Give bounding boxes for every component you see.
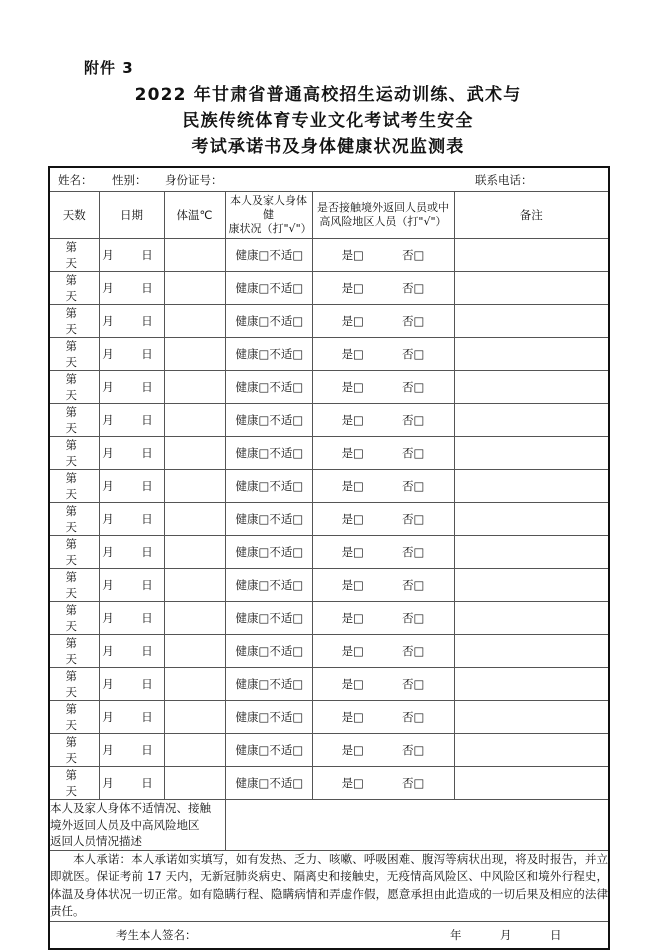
table-row [49, 701, 609, 734]
cell-days[interactable]: 第 天 [49, 701, 99, 734]
checkbox-health-ok[interactable]: 健康□ [235, 446, 270, 460]
checkbox-contact-no[interactable]: 否□ [402, 644, 425, 658]
cell-days[interactable]: 第 天 [49, 272, 99, 305]
checkbox-contact-yes[interactable]: 是□ [341, 413, 364, 427]
cell-remark[interactable] [454, 338, 609, 371]
checkbox-contact-no[interactable]: 否□ [402, 743, 425, 757]
checkbox-contact-no[interactable]: 否□ [402, 479, 425, 493]
cell-temperature[interactable] [164, 701, 225, 734]
cell-health-status [225, 338, 312, 371]
checkbox-contact-yes[interactable]: 是□ [341, 512, 364, 526]
checkbox-health-ok[interactable]: 健康□ [235, 578, 270, 592]
table-row [49, 503, 609, 536]
title-line-3: 考试承诺书及身体健康状况监测表 [191, 137, 465, 157]
signature-row [49, 921, 609, 949]
description-row [49, 800, 609, 851]
cell-contact-risk [312, 701, 454, 734]
cell-remark[interactable] [454, 305, 609, 338]
checkbox-health-unwell[interactable]: 不适□ [269, 446, 304, 460]
cell-contact-risk [312, 272, 454, 305]
cell-remark[interactable] [454, 437, 609, 470]
checkbox-contact-no[interactable]: 否□ [402, 512, 425, 526]
commitment-row [49, 850, 609, 921]
checkbox-contact-no[interactable]: 否□ [402, 413, 425, 427]
cell-contact-risk [312, 404, 454, 437]
table-row [49, 305, 609, 338]
checkbox-contact-no[interactable]: 否□ [402, 578, 425, 592]
cell-contact-risk [312, 239, 454, 272]
cell-date[interactable]: 月 日 [99, 371, 164, 404]
checkbox-contact-no[interactable]: 否□ [402, 710, 425, 724]
description-label-line2: 境外返回人员及中高风险地区 [50, 817, 200, 832]
cell-date[interactable]: 月 日 [99, 569, 164, 602]
cell-date[interactable]: 月 日 [99, 503, 164, 536]
cell-temperature[interactable] [164, 602, 225, 635]
checkbox-health-ok[interactable]: 健康□ [235, 611, 270, 625]
checkbox-contact-no[interactable]: 否□ [402, 248, 425, 262]
header-contact-risk [312, 192, 454, 239]
cell-date[interactable]: 月 日 [99, 272, 164, 305]
cell-date[interactable]: 月 日 [99, 602, 164, 635]
checkbox-health-ok[interactable]: 健康□ [235, 710, 270, 724]
checkbox-health-ok[interactable]: 健康□ [235, 347, 270, 361]
cell-days[interactable]: 第 天 [49, 767, 99, 800]
cell-contact-risk [312, 437, 454, 470]
cell-contact-risk [312, 470, 454, 503]
table-body [49, 167, 609, 949]
cell-days[interactable]: 第 天 [49, 239, 99, 272]
header-contact-risk-line1: 是否接触境外返回人员或中 [317, 201, 449, 214]
checkbox-contact-no[interactable]: 否□ [402, 677, 425, 691]
checkbox-health-unwell[interactable]: 不适□ [269, 347, 304, 361]
table-row [49, 272, 609, 305]
checkbox-health-unwell[interactable]: 不适□ [269, 578, 304, 592]
cell-days[interactable]: 第 天 [49, 635, 99, 668]
cell-days[interactable]: 第 天 [49, 305, 99, 338]
cell-temperature[interactable] [164, 470, 225, 503]
checkbox-contact-yes[interactable]: 是□ [341, 776, 364, 790]
title-line-2: 民族传统体育专业文化考试考生安全 [182, 111, 474, 131]
cell-contact-risk [312, 305, 454, 338]
cell-contact-risk [312, 536, 454, 569]
cell-date[interactable]: 月 日 [99, 437, 164, 470]
cell-temperature[interactable] [164, 305, 225, 338]
table-row [49, 767, 609, 800]
cell-remark[interactable] [454, 635, 609, 668]
checkbox-health-ok[interactable]: 健康□ [235, 644, 270, 658]
checkbox-health-ok[interactable]: 健康□ [235, 743, 270, 757]
table-row [49, 602, 609, 635]
cell-temperature[interactable] [164, 239, 225, 272]
checkbox-contact-yes[interactable]: 是□ [341, 743, 364, 757]
cell-date[interactable]: 月 日 [99, 635, 164, 668]
cell-health-status [225, 470, 312, 503]
checkbox-health-unwell[interactable]: 不适□ [269, 479, 304, 493]
checkbox-health-ok[interactable]: 健康□ [235, 314, 270, 328]
description-label-line3: 返回人员情况描述 [50, 834, 142, 848]
cell-days[interactable]: 第 天 [49, 404, 99, 437]
description-label [49, 800, 225, 851]
cell-health-status [225, 503, 312, 536]
cell-days[interactable]: 第 天 [49, 536, 99, 569]
cell-remark[interactable] [454, 503, 609, 536]
checkbox-contact-yes[interactable]: 是□ [341, 347, 364, 361]
header-health-status-line1: 本人及家人身体健 [230, 194, 307, 221]
signature-month-label: 月 [500, 927, 512, 942]
table-row [49, 569, 609, 602]
cell-health-status [225, 767, 312, 800]
checkbox-contact-yes[interactable]: 是□ [341, 611, 364, 625]
id-number-label: 身份证号： [165, 172, 223, 187]
checkbox-health-unwell[interactable]: 不适□ [269, 677, 304, 691]
checkbox-contact-no[interactable]: 否□ [402, 347, 425, 361]
cell-contact-risk [312, 668, 454, 701]
cell-remark[interactable] [454, 602, 609, 635]
checkbox-health-unwell[interactable]: 不适□ [269, 380, 304, 394]
checkbox-contact-yes[interactable]: 是□ [341, 677, 364, 691]
cell-health-status [225, 668, 312, 701]
checkbox-health-unwell[interactable]: 不适□ [269, 413, 304, 427]
checkbox-health-unwell[interactable]: 不适□ [269, 545, 304, 559]
cell-temperature[interactable] [164, 668, 225, 701]
cell-temperature[interactable] [164, 767, 225, 800]
header-days: 天数 [49, 192, 99, 239]
cell-date[interactable]: 月 日 [99, 734, 164, 767]
health-monitoring-table [48, 166, 610, 950]
checkbox-health-ok[interactable]: 健康□ [235, 281, 270, 295]
header-health-status-line2: 康状况（打"√"） [228, 222, 312, 235]
cell-remark[interactable] [454, 536, 609, 569]
checkbox-health-ok[interactable]: 健康□ [235, 776, 270, 790]
cell-remark[interactable] [454, 668, 609, 701]
checkbox-contact-yes[interactable]: 是□ [341, 545, 364, 559]
checkbox-contact-yes[interactable]: 是□ [341, 644, 364, 658]
cell-health-status [225, 635, 312, 668]
cell-health-status [225, 701, 312, 734]
description-input[interactable] [225, 800, 609, 851]
checkbox-contact-no[interactable]: 否□ [402, 281, 425, 295]
cell-contact-risk [312, 503, 454, 536]
cell-contact-risk [312, 635, 454, 668]
table-row [49, 536, 609, 569]
checkbox-health-ok[interactable]: 健康□ [235, 677, 270, 691]
checkbox-contact-yes[interactable]: 是□ [341, 314, 364, 328]
cell-temperature[interactable] [164, 734, 225, 767]
cell-remark[interactable] [454, 239, 609, 272]
signature-year-label: 年 [450, 927, 462, 942]
cell-days[interactable]: 第 天 [49, 371, 99, 404]
cell-temperature[interactable] [164, 536, 225, 569]
commitment-text: 本人承诺：本人承诺如实填写，如有发热、乏力、咳嗽、呼吸困难、腹泻等病状出现，将及时报告，并立即就医。保证考前 17 天内，无新冠肺炎病史、隔离史和接触史，无疫情高风险区、中风险区和境外行程史，体温及身体状况一切正常。如有隐瞒行程、隐瞒病情和弄虚作假，愿意承担由此造成的一切后果及相应的法律责任。 [50, 851, 609, 918]
cell-contact-risk [312, 602, 454, 635]
name-label: 姓名： [58, 172, 93, 187]
cell-health-status [225, 239, 312, 272]
cell-date[interactable]: 月 日 [99, 338, 164, 371]
checkbox-contact-yes[interactable]: 是□ [341, 710, 364, 724]
header-health-status [225, 192, 312, 239]
cell-contact-risk [312, 734, 454, 767]
table-row [49, 404, 609, 437]
cell-health-status [225, 569, 312, 602]
cell-temperature[interactable] [164, 272, 225, 305]
cell-health-status [225, 404, 312, 437]
cell-contact-risk [312, 767, 454, 800]
checkbox-health-unwell[interactable]: 不适□ [269, 611, 304, 625]
header-date: 日期 [99, 192, 164, 239]
checkbox-contact-no[interactable]: 否□ [402, 776, 425, 790]
checkbox-health-ok[interactable]: 健康□ [235, 479, 270, 493]
cell-temperature[interactable] [164, 635, 225, 668]
checkbox-contact-yes[interactable]: 是□ [341, 446, 364, 460]
header-temperature: 体温℃ [164, 192, 225, 239]
checkbox-health-unwell[interactable]: 不适□ [269, 512, 304, 526]
cell-days[interactable]: 第 天 [49, 470, 99, 503]
checkbox-contact-yes[interactable]: 是□ [341, 578, 364, 592]
cell-temperature[interactable] [164, 503, 225, 536]
checkbox-contact-yes[interactable]: 是□ [341, 479, 364, 493]
table-row [49, 338, 609, 371]
cell-remark[interactable] [454, 569, 609, 602]
cell-date[interactable]: 月 日 [99, 239, 164, 272]
checkbox-health-unwell[interactable]: 不适□ [269, 710, 304, 724]
checkbox-health-unwell[interactable]: 不适□ [269, 776, 304, 790]
checkbox-health-ok[interactable]: 健康□ [235, 512, 270, 526]
cell-days[interactable]: 第 天 [49, 602, 99, 635]
cell-health-status [225, 734, 312, 767]
checkbox-health-ok[interactable]: 健康□ [235, 545, 270, 559]
cell-days[interactable]: 第 天 [49, 338, 99, 371]
cell-temperature[interactable] [164, 437, 225, 470]
page-title [48, 82, 608, 160]
checkbox-health-ok[interactable]: 健康□ [235, 413, 270, 427]
cell-temperature[interactable] [164, 338, 225, 371]
checkbox-health-unwell[interactable]: 不适□ [269, 314, 304, 328]
checkbox-contact-no[interactable]: 否□ [402, 545, 425, 559]
signature-label: 考生本人签名： [116, 927, 197, 942]
cell-date[interactable]: 月 日 [99, 701, 164, 734]
checkbox-contact-no[interactable]: 否□ [402, 314, 425, 328]
cell-health-status [225, 371, 312, 404]
checkbox-health-unwell[interactable]: 不适□ [269, 743, 304, 757]
checkbox-contact-no[interactable]: 否□ [402, 446, 425, 460]
table-row [49, 371, 609, 404]
table-row [49, 635, 609, 668]
table-row [49, 239, 609, 272]
cell-contact-risk [312, 371, 454, 404]
table-row [49, 437, 609, 470]
attachment-label: 附件 3 [84, 59, 134, 77]
cell-remark[interactable] [454, 404, 609, 437]
cell-health-status [225, 602, 312, 635]
cell-remark[interactable] [454, 470, 609, 503]
cell-contact-risk [312, 338, 454, 371]
cell-remark[interactable] [454, 371, 609, 404]
checkbox-health-unwell[interactable]: 不适□ [269, 644, 304, 658]
checkbox-contact-yes[interactable]: 是□ [341, 248, 364, 262]
cell-temperature[interactable] [164, 371, 225, 404]
cell-health-status [225, 305, 312, 338]
cell-temperature[interactable] [164, 404, 225, 437]
cell-date[interactable]: 月 日 [99, 305, 164, 338]
checkbox-contact-yes[interactable]: 是□ [341, 380, 364, 394]
signature-cell [49, 921, 609, 949]
cell-remark[interactable] [454, 734, 609, 767]
header-contact-risk-line2: 高风险地区人员（打"√"） [319, 215, 447, 228]
identity-cell [49, 167, 609, 192]
checkbox-contact-no[interactable]: 否□ [402, 611, 425, 625]
checkbox-health-unwell[interactable]: 不适□ [269, 281, 304, 295]
cell-date[interactable]: 月 日 [99, 470, 164, 503]
header-remark: 备注 [454, 192, 609, 239]
checkbox-health-ok[interactable]: 健康□ [235, 380, 270, 394]
checkbox-contact-yes[interactable]: 是□ [341, 281, 364, 295]
checkbox-contact-no[interactable]: 否□ [402, 380, 425, 394]
cell-days[interactable]: 第 天 [49, 569, 99, 602]
checkbox-health-unwell[interactable]: 不适□ [269, 248, 304, 262]
cell-remark[interactable] [454, 701, 609, 734]
table-row [49, 470, 609, 503]
cell-date[interactable]: 月 日 [99, 767, 164, 800]
cell-days[interactable]: 第 天 [49, 437, 99, 470]
column-header-row [49, 192, 609, 239]
signature-day-label: 日 [550, 927, 562, 942]
phone-label: 联系电话： [475, 172, 533, 187]
title-line-1: 2022 年甘肃省普通高校招生运动训练、武术与 [134, 85, 522, 105]
cell-date[interactable]: 月 日 [99, 404, 164, 437]
cell-date[interactable]: 月 日 [99, 668, 164, 701]
cell-health-status [225, 536, 312, 569]
table-row [49, 734, 609, 767]
table-row [49, 668, 609, 701]
cell-temperature[interactable] [164, 569, 225, 602]
checkbox-health-ok[interactable]: 健康□ [235, 248, 270, 262]
commitment-cell [49, 850, 609, 921]
cell-health-status [225, 272, 312, 305]
cell-days[interactable]: 第 天 [49, 503, 99, 536]
cell-remark[interactable] [454, 767, 609, 800]
description-label-line1: 本人及家人身体不适情况、接触 [50, 801, 211, 815]
cell-health-status [225, 437, 312, 470]
cell-contact-risk [312, 569, 454, 602]
cell-date[interactable]: 月 日 [99, 536, 164, 569]
cell-days[interactable]: 第 天 [49, 734, 99, 767]
cell-remark[interactable] [454, 272, 609, 305]
cell-days[interactable]: 第 天 [49, 668, 99, 701]
gender-label: 性别： [112, 172, 147, 187]
identity-row [49, 167, 609, 192]
